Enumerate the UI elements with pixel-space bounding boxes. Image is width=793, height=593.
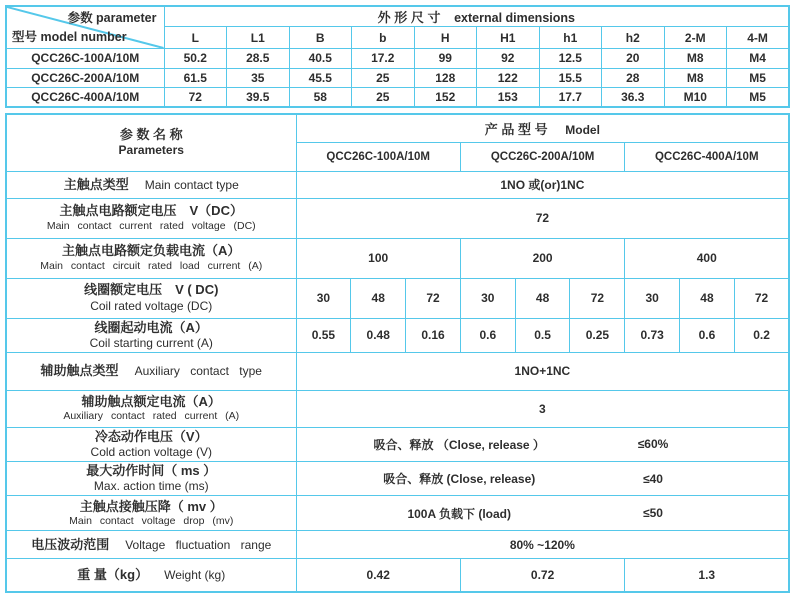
- dim-value: 28: [602, 68, 665, 88]
- label-weight: [6, 559, 296, 592]
- coil-voltage-value: 30: [460, 278, 515, 318]
- coil-current-value: 0.2: [734, 318, 789, 352]
- weight-200A: 0.72: [460, 559, 624, 592]
- dim-value: 17.7: [539, 88, 602, 108]
- corner-parameter-label: 参数 parameter: [67, 11, 157, 25]
- label-en: Main contact current rated voltage (DC): [46, 219, 256, 232]
- label-zh: 主触点接触压降（ mv ）: [79, 498, 223, 514]
- coil-voltage-value: 30: [625, 278, 680, 318]
- row-cold-action-voltage: [6, 427, 789, 461]
- corner-header-cell: [6, 6, 164, 49]
- col-header-b: b: [352, 27, 415, 49]
- label-zh: 主触点电路额定负载电流（A）: [62, 243, 241, 259]
- coil-current-value: 0.48: [351, 318, 406, 352]
- dim-value: 58: [289, 88, 352, 108]
- model-group-en: Model: [565, 122, 600, 137]
- dim-value: 40.5: [289, 49, 352, 69]
- dim-value: 99: [414, 49, 477, 69]
- label-en: Weight (kg): [164, 568, 226, 582]
- col-header-h1: h1: [539, 27, 602, 49]
- load-current-200A: 200: [460, 238, 624, 278]
- row-coil-starting-current: [6, 318, 789, 352]
- col-header-4M: 4-M: [727, 27, 790, 49]
- dim-value: 72: [164, 88, 227, 108]
- col-header-L1: L1: [227, 27, 290, 49]
- coil-current-value: 0.55: [296, 318, 351, 352]
- dim-value: 92: [477, 49, 540, 69]
- label-zh: 辅助触点类型: [40, 363, 119, 379]
- dimensions-group-en: external dimensions: [454, 11, 575, 25]
- row-aux-contact-type: [6, 352, 789, 390]
- load-current-400A: 400: [625, 238, 789, 278]
- row-main-contact-type: [6, 171, 789, 198]
- label-coil-starting-current: [6, 318, 296, 352]
- dim-value: 36.3: [602, 88, 665, 108]
- dim-value: 39.5: [227, 88, 290, 108]
- dim-value: M4: [727, 49, 790, 69]
- dim-value: 50.2: [164, 49, 227, 69]
- model-name: QCC26C-200A/10M: [6, 68, 164, 88]
- parameters-header-cell: [6, 114, 296, 171]
- model-group-header: [296, 114, 789, 142]
- coil-current-value: 0.73: [625, 318, 680, 352]
- label-en: Max. action time (ms): [93, 479, 209, 494]
- label-zh: 主触点电路额定电压 V（DC）: [59, 203, 243, 219]
- value-rated-voltage: 72: [296, 198, 789, 238]
- close-release-text: 吸合、释放 （Close, release ）: [373, 437, 545, 452]
- model-name: QCC26C-400A/10M: [6, 88, 164, 108]
- external-dimensions-table: [5, 5, 790, 108]
- dim-value: 25: [352, 68, 415, 88]
- dim-row-100A: [6, 49, 789, 69]
- load-condition-text: 100A 负载下 (load): [407, 506, 512, 521]
- dim-value: 128: [414, 68, 477, 88]
- col-header-H: H: [414, 27, 477, 49]
- dim-value: 61.5: [164, 68, 227, 88]
- model-name-400A: QCC26C-400A/10M: [625, 142, 789, 171]
- label-contact-voltage-drop: [6, 496, 296, 531]
- coil-voltage-value: 48: [515, 278, 570, 318]
- dim-value: 153: [477, 88, 540, 108]
- label-en: Coil starting current (A): [89, 335, 213, 350]
- dim-value: 17.2: [352, 49, 415, 69]
- label-voltage-fluctuation: [6, 531, 296, 559]
- label-zh: 电压波动范围: [31, 536, 110, 552]
- close-release-text: 吸合、释放 (Close, release): [383, 472, 536, 487]
- row-load-current: [6, 238, 789, 278]
- corner-model-label: 型号 model number: [12, 30, 127, 44]
- coil-voltage-value: 72: [734, 278, 789, 318]
- value-contact-voltage-drop: [296, 496, 789, 531]
- value-voltage-fluctuation: 80% ~120%: [296, 531, 789, 559]
- dim-row-200A: [6, 68, 789, 88]
- dim-value: 28.5: [227, 49, 290, 69]
- coil-current-value: 0.25: [570, 318, 625, 352]
- row-aux-rated-current: [6, 390, 789, 427]
- dim-value: 20: [602, 49, 665, 69]
- model-name: QCC26C-100A/10M: [6, 49, 164, 69]
- label-en: Coil rated voltage (DC): [90, 298, 213, 313]
- label-en: Auxiliary contact rated current (A): [63, 410, 240, 423]
- row-rated-voltage: [6, 198, 789, 238]
- coil-voltage-value: 48: [680, 278, 735, 318]
- label-rated-voltage: [6, 198, 296, 238]
- label-zh: 重 量（kg）: [77, 567, 149, 582]
- dim-value: M8: [664, 49, 727, 69]
- dim-value: 15.5: [539, 68, 602, 88]
- label-en: Main contact voltage drop (mv): [69, 514, 234, 527]
- label-en: Main contact type: [144, 177, 239, 192]
- dim-value: 25: [352, 88, 415, 108]
- label-cold-action-voltage: [6, 427, 296, 461]
- value-max-action-time: [296, 462, 789, 496]
- row-max-action-time: [6, 462, 789, 496]
- label-zh: 冷态动作电压（V）: [94, 428, 208, 444]
- parameters-header-en: Parameters: [118, 143, 184, 158]
- coil-current-value: 0.5: [515, 318, 570, 352]
- parameters-table: [5, 113, 790, 593]
- weight-400A: 1.3: [625, 559, 789, 592]
- dim-value: M8: [664, 68, 727, 88]
- label-zh: 辅助触点额定电流（A）: [81, 394, 221, 410]
- limit-value: ≤60%: [637, 437, 669, 452]
- model-name-100A: QCC26C-100A/10M: [296, 142, 460, 171]
- row-weight: [6, 559, 789, 592]
- label-zh: 线圈额定电压 V ( DC): [84, 282, 219, 298]
- label-max-action-time: [6, 462, 296, 496]
- limit-value: ≤50: [643, 506, 663, 521]
- model-group-zh: 产 品 型 号: [484, 121, 548, 137]
- parameters-header-zh: 参 数 名 称: [119, 127, 183, 143]
- coil-voltage-value: 72: [406, 278, 461, 318]
- dim-value: 12.5: [539, 49, 602, 69]
- label-zh: 主触点类型: [63, 176, 129, 192]
- col-header-2M: 2-M: [664, 27, 727, 49]
- label-en: Voltage fluctuation range: [125, 537, 272, 552]
- col-header-B: B: [289, 27, 352, 49]
- dim-value: M5: [727, 88, 790, 108]
- value-cold-action-voltage: [296, 427, 789, 461]
- col-header-H1: H1: [477, 27, 540, 49]
- coil-current-value: 0.6: [680, 318, 735, 352]
- value-aux-contact-type: 1NO+1NC: [296, 352, 789, 390]
- label-aux-rated-current: [6, 390, 296, 427]
- model-name-200A: QCC26C-200A/10M: [460, 142, 624, 171]
- dim-value: 122: [477, 68, 540, 88]
- dim-value: 45.5: [289, 68, 352, 88]
- row-voltage-fluctuation: [6, 531, 789, 559]
- label-load-current: [6, 238, 296, 278]
- label-zh: 最大动作时间（ ms ）: [86, 463, 217, 478]
- dim-row-400A: [6, 88, 789, 108]
- coil-current-value: 0.16: [406, 318, 461, 352]
- col-header-L: L: [164, 27, 227, 49]
- value-aux-rated-current: 3: [296, 390, 789, 427]
- weight-100A: 0.42: [296, 559, 460, 592]
- dim-value: M5: [727, 68, 790, 88]
- coil-voltage-value: 30: [296, 278, 351, 318]
- dimensions-group-header: [164, 6, 789, 27]
- row-contact-voltage-drop: [6, 496, 789, 531]
- dim-value: 35: [227, 68, 290, 88]
- label-zh: 线圈起动电流（A）: [94, 319, 208, 335]
- coil-voltage-value: 48: [351, 278, 406, 318]
- coil-current-value: 0.6: [460, 318, 515, 352]
- label-coil-rated-voltage: [6, 278, 296, 318]
- dim-value: M10: [664, 88, 727, 108]
- label-en: Main contact circuit rated load current (A): [40, 259, 263, 272]
- limit-value: ≤40: [643, 471, 663, 486]
- coil-voltage-value: 72: [570, 278, 625, 318]
- load-current-100A: 100: [296, 238, 460, 278]
- dim-value: 152: [414, 88, 477, 108]
- dimensions-group-zh: 外 形 尺 寸: [377, 10, 441, 25]
- label-main-contact-type: [6, 171, 296, 198]
- col-header-h2: h2: [602, 27, 665, 49]
- row-coil-rated-voltage: [6, 278, 789, 318]
- value-main-contact-type: 1NO 或(or)1NC: [296, 171, 789, 198]
- label-en: Auxiliary contact type: [134, 364, 262, 379]
- label-en: Cold action voltage (V): [90, 445, 212, 459]
- label-aux-contact-type: [6, 352, 296, 390]
